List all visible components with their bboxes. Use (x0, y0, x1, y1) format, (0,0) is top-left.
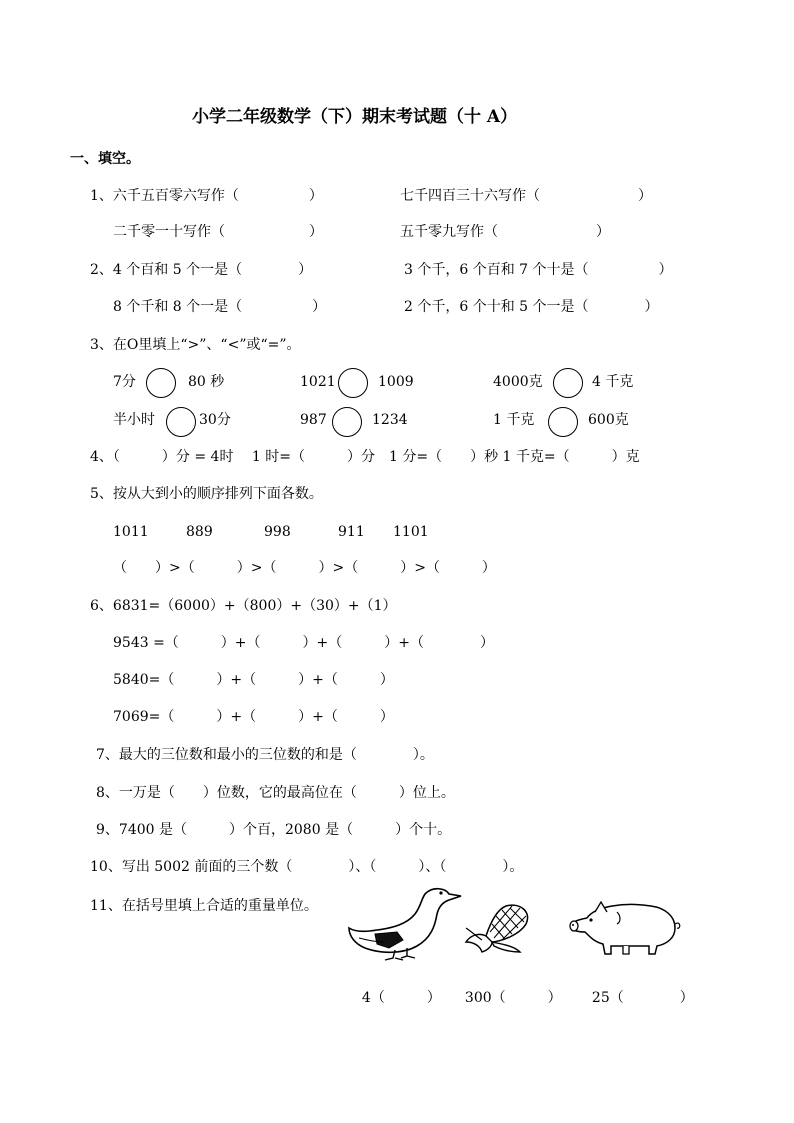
q11-num: 300 (464, 990, 492, 1006)
q11-paren: （ ） (491, 990, 562, 1006)
q3-r1c2-right: 1009 (378, 374, 414, 390)
compare-circle (166, 407, 196, 437)
q3-r1c1-left: 7分 (113, 374, 136, 390)
q1-d: 五千零九写作（ ） (400, 224, 610, 240)
q5-number: 911 (338, 524, 365, 540)
q2-d: 2 个千，6 个十和 5 个一是（ ） (404, 299, 659, 315)
q2-b: 3 个千，6 个百和 7 个十是（ ） (404, 262, 673, 278)
pig-picture (565, 900, 683, 956)
goose-picture (345, 884, 465, 962)
q11-num: 4 (361, 990, 371, 1006)
q11-paren: （ ） (370, 990, 441, 1006)
compare-circle (548, 407, 578, 437)
q4: 4、（ ）分 = 4时 1 时=（ ）分 1 分=（ ）秒 1 千克=（ ）克 (90, 449, 640, 465)
q9: 9、7400 是（ ）个百，2080 是（ ）个十。 (96, 822, 452, 838)
compare-circle (332, 407, 362, 437)
q5-prompt: 5、按从大到小的顺序排列下面各数。 (90, 486, 323, 502)
q6-row3: 7069=（ ）+（ ）+（ ） (113, 709, 394, 725)
q6-row1: 9543 =（ ）+（ ）+（ ）+（ ） (113, 635, 494, 651)
q5-number: 998 (264, 524, 291, 540)
q5-blanks: （ ）>（ ）>（ ）>（ ）>（ ） (113, 560, 496, 576)
q11-blank-goose (353, 971, 441, 1007)
q3-prompt: 3、在O里填上“>”、“<”或“=”。 (90, 337, 301, 353)
q8: 8、一万是（ ）位数，它的最高位在（ ）位上。 (96, 785, 455, 801)
q3-r2c1-right: 30分 (199, 412, 231, 428)
q11-blank-corn (456, 971, 562, 1007)
q1-a: 1、六千五百零六写作（ ） (90, 188, 323, 204)
q3-r2c2-right: 1234 (372, 412, 408, 428)
q7: 7、最大的三位数和最小的三位数的和是（ ）。 (96, 747, 434, 763)
q3-r2c2-left: 987 (300, 412, 327, 428)
q2-c: 8 个千和 8 个一是（ ） (113, 299, 327, 315)
q5-number: 1011 (113, 524, 149, 540)
q11-paren: （ ） (609, 990, 694, 1006)
q11-prompt: 11、在括号里填上合适的重量单位。 (90, 898, 318, 914)
q3-r2c1-left: 半小时 (113, 412, 155, 428)
q3-r1c3-right: 4 千克 (592, 374, 634, 390)
q10: 10、写出 5002 前面的三个数（ ）、（ ）、（ ）。 (90, 859, 524, 875)
q2-a: 2、4 个百和 5 个一是（ ） (90, 262, 313, 278)
q1-b: 七千四百三十六写作（ ） (400, 188, 652, 204)
q1-c: 二千零一十写作（ ） (113, 224, 323, 240)
q3-r1c2-left: 1021 (300, 374, 336, 390)
q11-num: 25 (591, 990, 610, 1006)
q3-r1c1-right: 80 秒 (188, 374, 225, 390)
compare-circle (338, 368, 368, 398)
q5-number: 889 (186, 524, 213, 540)
q5-number: 1101 (393, 524, 429, 540)
q3-r2c3-right: 600克 (588, 412, 629, 428)
corn-picture (462, 902, 542, 954)
q11-blank-pig (583, 971, 694, 1007)
page-title: 小学二年级数学（下）期末考试题（十 A） (192, 107, 518, 127)
section-heading-fill-blank: 一、填空。 (70, 151, 140, 167)
q6-row2: 5840=（ ）+（ ）+（ ） (113, 672, 394, 688)
q6-example: 6、6831=（6000）+（800）+（30）+（1） (90, 598, 397, 614)
compare-circle (553, 368, 583, 398)
compare-circle (146, 368, 176, 398)
q3-r1c3-left: 4000克 (493, 374, 543, 390)
q3-r2c3-left: 1 千克 (493, 412, 535, 428)
